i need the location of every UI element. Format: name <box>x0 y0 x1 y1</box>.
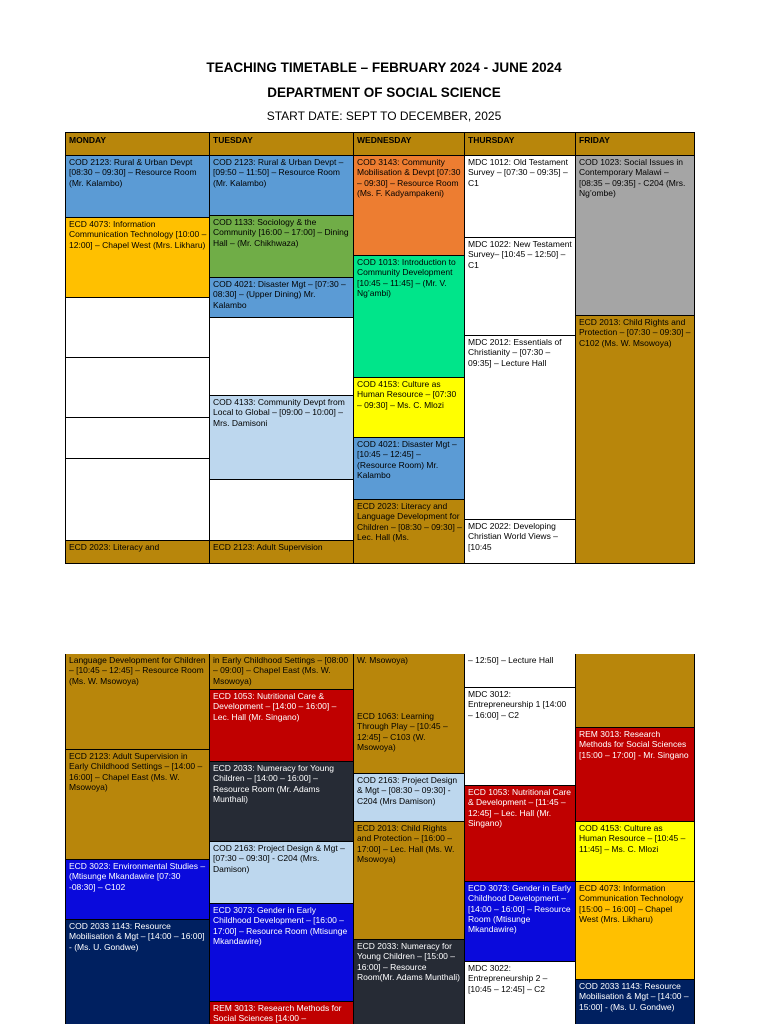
timetable-cell: ECD 4073: Information Communication Technology [10:00 – 12:00] – Chapel West (Mrs. Likharu) <box>66 218 210 298</box>
timetable-cell: ECD 2033: Numeracy for Young Children – [14:00 – 16:00] – Resource Room (Mr. Adams Munthali) <box>210 762 354 842</box>
column-tuesday-cont <box>209 654 354 1024</box>
column-thursday-cont <box>464 654 576 1024</box>
column-wednesday-cont <box>353 654 465 1024</box>
header-thursday: THURSDAY <box>465 132 576 156</box>
timetable-cell: MDC 2012: Essentials of Christianity – [07:30 – 09:35] – Lecture Hall <box>465 336 576 520</box>
empty-cell <box>66 298 210 358</box>
timetable-cell: MDC 1012: Old Testament Survey – [07:30 – 09:35] – C1 <box>465 156 576 238</box>
column-friday <box>575 132 695 564</box>
timetable-cell: COD 1023: Social Issues in Contemporary Malawi – [08:35 – 09:35] - C204 (Mrs. Ng’ombe) <box>576 156 694 316</box>
timetable-part-2 <box>65 654 694 1024</box>
timetable-cell: COD 2163: Project Design & Mgt – [07:30 – 09:30] - C204 (Mrs. Damison) <box>210 842 354 904</box>
timetable-cell: ECD 2033: Numeracy for Young Children – [15:00 – 16:00] – Resource Room(Mr. Adams Munthali) <box>354 940 465 1024</box>
empty-cell <box>210 480 354 541</box>
timetable-cell: COD 2123: Rural & Urban Devpt – [09:50 – 11:50] – Resource Room (Mr. Kalambo) <box>210 156 354 216</box>
timetable-cell: MDC 3022: Entrepreneurship 2 – [10:45 – 12:45] – C2 <box>465 962 576 1024</box>
header-friday: FRIDAY <box>576 132 694 156</box>
header-wednesday: WEDNESDAY <box>354 132 465 156</box>
timetable-cell: COD 4021: Disaster Mgt – [10:45 – 12:45] – (Resource Room) Mr. Kalambo <box>354 438 465 500</box>
timetable-cell: COD 1013: Introduction to Community Development [10:45 – 11:45] – (Mr. V. Ng’ambi) <box>354 256 465 378</box>
timetable-cell: ECD 2123: Adult Supervision <box>210 541 354 564</box>
timetable-cell: ECD 2013: Child Rights and Protection – [07:30 – 09:30] – C102 (Ms. W. Msowoya) <box>576 316 694 564</box>
timetable-cell: ECD 3073: Gender in Early Childhood Development – [14:00 – 16:00] – Resource Room (Mtisunge Mkandawire) <box>465 882 576 962</box>
timetable-cell: in Early Childhood Settings – [08:00 – 09:00] – Chapel East (Ms. W. Msowoya) <box>210 654 354 690</box>
column-thursday <box>464 132 576 564</box>
empty-cell <box>66 358 210 418</box>
timetable-cell: COD 4021: Disaster Mgt – [07:30 – 08:30] – (Upper Dining) Mr. Kalambo <box>210 278 354 318</box>
department-name: DEPARTMENT OF SOCIAL SCIENCE <box>267 85 501 100</box>
timetable-cell: ECD 2123: Adult Supervision in Early Childhood Settings – [14:00 – 16:00] – Chapel East (Ms. W. Msowoya) <box>66 750 210 860</box>
timetable-cell: ECD 3073: Gender in Early Childhood Development – [16:00 – 17:00] – Resource Room (Mtisunge Mkandawire) <box>210 904 354 1002</box>
timetable-cell: COD 4153: Culture as Human Resource – [07:30 – 09:30] – Ms. C. Mlozi <box>354 378 465 438</box>
timetable-cell: ECD 4073: Information Communication Technology [15:00 – 16:00] – Chapel West (Mrs. Likharu) <box>576 882 694 980</box>
timetable-cell: COD 2123: Rural & Urban Devpt [08:30 – 09:30] – Resource Room (Mr. Kalambo) <box>66 156 210 218</box>
header-tuesday: TUESDAY <box>210 132 354 156</box>
timetable-cell: COD 3143: Community Mobilisation & Devpt [07:30 – 09:30] – Resource Room (Ms. F. Kadyampakeni) <box>354 156 465 256</box>
timetable-cell: ECD 2013: Child Rights and Protection – [16:00 – 17:00] – Lec. Hall (Ms. W. Msowoya) <box>354 822 465 940</box>
timetable-cell: COD 2033 1143: Resource Mobilisation & Mgt – [14:00 – 15:00] - (Ms. U. Gondwe) <box>576 980 694 1024</box>
timetable-cell: ECD 2023: Literacy and <box>66 541 210 564</box>
timetable-cell: ECD 1053: Nutritional Care & Development – [14:00 – 16:00] – Lec. Hall (Mr. Singano) <box>210 690 354 762</box>
timetable-cell: REM 3013: Research Methods for Social Sciences [14:00 – <box>210 1002 354 1024</box>
empty-cell <box>66 418 210 459</box>
timetable-cell: MDC 1022: New Testament Survey– [10:45 – 12:50] – C1 <box>465 238 576 336</box>
timetable-cell-empty <box>576 654 694 728</box>
timetable-cell: ECD 1063: Learning Through Play – [10:45 – 12:45] – C103 (W. Msowoya) <box>354 710 465 774</box>
timetable-cell: – 12:50] – Lecture Hall <box>465 654 576 688</box>
timetable-cell: COD 4133: Community Devpt from Local to Global – [09:00 – 10:00] – Mrs. Damisoni <box>210 396 354 480</box>
timetable-cell: MDC 2022: Developing Christian World Views – [10:45 <box>465 520 576 564</box>
timetable-cell: ECD 1053: Nutritional Care & Development – [11:45 – 12:45] – Lec. Hall (Mr. Singano) <box>465 786 576 882</box>
column-friday-cont <box>575 654 695 1024</box>
timetable-cell: ECD 3023: Environmental Studies – (Mtisunge Mkandawire [07:30 -08:30] – C102 <box>66 860 210 920</box>
column-monday <box>65 132 210 564</box>
timetable-cell: W. Msowoya) <box>354 654 465 710</box>
column-monday-cont <box>65 654 210 1024</box>
column-wednesday <box>353 132 465 564</box>
empty-cell <box>66 459 210 541</box>
column-tuesday <box>209 132 354 564</box>
timetable-cell: COD 1133: Sociology & the Community [16:00 – 17:00] – Dining Hall – (Mr. Chikhwaza) <box>210 216 354 278</box>
document-title: TEACHING TIMETABLE – FEBRUARY 2024 - JUNE 2024 <box>206 60 562 75</box>
timetable-cell: ECD 2023: Literacy and Language Development for Children – [08:30 – 09:30] – Lec. Hall (Ms. <box>354 500 465 564</box>
timetable-cell: MDC 3012: Entrepreneurship 1 [14:00 – 16:00] – C2 <box>465 688 576 786</box>
timetable-part-1 <box>65 132 694 564</box>
timetable-cell: COD 2033 1143: Resource Mobilisation & Mgt – [14:00 – 16:00] - (Ms. U. Gondwe) <box>66 920 210 1024</box>
timetable-cell: REM 3013: Research Methods for Social Sciences [15:00 – 17:00] - Mr. Singano <box>576 728 694 822</box>
empty-cell <box>210 318 354 396</box>
timetable-cell: Language Development for Children – [10:45 – 12:45] – Resource Room (Ms. W. Msowoya) <box>66 654 210 750</box>
timetable-cell: COD 4153: Culture as Human Resource – [10:45 – 11:45] – Ms. C. Mlozi <box>576 822 694 882</box>
timetable-cell: COD 2163: Project Design & Mgt – [08:30 – 09:30] - C204 (Mrs Damison) <box>354 774 465 822</box>
header-monday: MONDAY <box>66 132 210 156</box>
start-date: START DATE: SEPT TO DECEMBER, 2025 <box>266 109 502 123</box>
